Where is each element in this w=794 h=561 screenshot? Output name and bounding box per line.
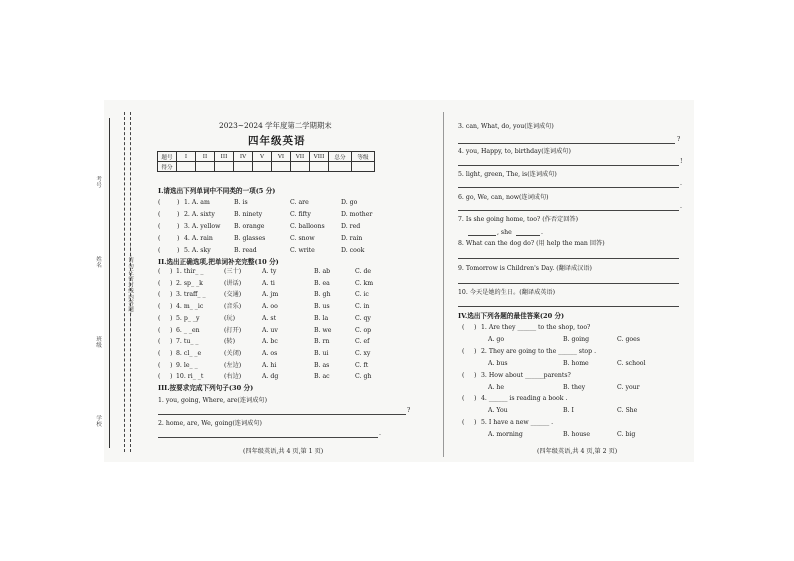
answer-line[interactable] — [458, 187, 679, 188]
seal-dashed-line — [124, 112, 125, 452]
answer-paren-close: ) — [170, 349, 173, 357]
option-b: B. ac — [314, 373, 330, 381]
chinese-hint: (三十) — [224, 268, 242, 275]
option-c: C. school — [617, 359, 646, 367]
chinese-hint: (交通) — [224, 291, 242, 299]
answer-paren-open[interactable]: ( — [158, 303, 161, 311]
option-b: B. they — [563, 383, 586, 391]
option-d: D. red — [341, 223, 361, 230]
option-a: A. go — [488, 336, 505, 343]
option-a: A. ty — [262, 268, 277, 275]
answer-paren-close: ) — [177, 223, 180, 230]
answer-paren-close: ) — [170, 361, 173, 369]
option-b: B. ui — [314, 349, 329, 357]
answer-paren-close: ) — [474, 371, 477, 379]
answer-line[interactable] — [458, 283, 679, 284]
option-a: A. uv — [262, 326, 278, 334]
exam-title: 四年级英语 — [248, 135, 306, 147]
score-row-label: 得分 — [158, 162, 177, 172]
question-2: 2. home, are, We, going(连词成句) — [158, 420, 262, 427]
option-b: B. la — [314, 314, 329, 322]
score-header: VIII — [310, 152, 329, 162]
option-d: D. mother — [341, 211, 373, 218]
option-a: A. hi — [262, 361, 277, 369]
question-7: 7. Is she going home, too? (作否定回答) — [458, 216, 578, 223]
option-c: C. fifty — [290, 211, 311, 218]
score-cell[interactable] — [310, 162, 329, 172]
answer-paren-open[interactable]: ( — [462, 347, 465, 355]
answer-line[interactable] — [458, 143, 675, 144]
answer-paren-open[interactable]: ( — [462, 419, 465, 427]
answer-line[interactable] — [458, 306, 679, 307]
word-item: 3. traff_ _ — [176, 291, 206, 299]
footer-right: (四年级英语,共 4 页,第 2 页) — [537, 448, 618, 455]
option-c: C. balloons — [290, 223, 325, 230]
answer-paren-open[interactable]: ( — [462, 371, 465, 379]
option-b: B. is — [234, 199, 248, 206]
score-cell[interactable] — [329, 162, 352, 172]
answer-paren-open[interactable]: ( — [158, 338, 161, 346]
answer-paren-open[interactable]: ( — [158, 314, 161, 322]
answer-paren-close: ) — [170, 373, 173, 381]
option-d: D. cook — [341, 247, 365, 254]
year-line: 2023~2024 学年度第二学期期末 — [219, 121, 332, 130]
option-a: A. he — [488, 383, 505, 391]
score-header: VI — [272, 152, 291, 162]
option-b: B. house — [563, 431, 591, 439]
page-divider — [443, 112, 444, 457]
option-c: C. your — [617, 383, 640, 391]
word-item: 5. p_ _y — [176, 314, 200, 322]
section2-title: II.选出正确选项,把单词补充完整(10 分) — [158, 258, 279, 266]
score-header: I — [177, 152, 196, 162]
answer-paren-close: ) — [177, 199, 180, 206]
option-b: B. we — [314, 326, 332, 334]
answer-paren-open[interactable]: ( — [158, 268, 161, 275]
answer-paren-open[interactable]: ( — [158, 223, 161, 230]
score-cell[interactable] — [196, 162, 215, 172]
answer-paren-close: ) — [474, 347, 477, 355]
score-cell[interactable] — [177, 162, 196, 172]
answer-paren-open[interactable]: ( — [462, 324, 465, 331]
chinese-hint: (玩) — [224, 314, 236, 322]
score-table — [157, 151, 375, 172]
option-b: B. glasses — [234, 235, 266, 242]
score-cell[interactable] — [215, 162, 234, 172]
option-b: B. ea — [314, 279, 330, 287]
word-item: 9. le_ _ — [176, 361, 198, 369]
answer-paren-close: ) — [170, 279, 173, 287]
period-mark: . — [379, 430, 381, 437]
word-item: 4. m_ _ic — [176, 303, 204, 311]
question-5: 5. light, green, The, is(连词成句) — [458, 171, 557, 178]
option-c: C. in — [355, 303, 370, 311]
option-b: B. home — [563, 359, 589, 367]
option-b: B. ab — [314, 268, 331, 275]
option-c: C. gh — [355, 373, 372, 381]
binding-line — [109, 118, 110, 448]
section4-title: IV.选出下列各题的最佳答案(20 分) — [458, 312, 565, 320]
score-header: VII — [291, 152, 310, 162]
question-3: 3. can, What, do, you(连词成句) — [458, 123, 554, 130]
option-b: B. gh — [314, 291, 331, 299]
option-a: 5. A. sky — [184, 247, 211, 254]
option-a: A. st — [262, 314, 277, 322]
score-cell[interactable] — [234, 162, 253, 172]
seal-warning: —→请勿在密封线内答题←— — [127, 246, 133, 324]
chinese-hint: (关闭) — [224, 349, 242, 357]
option-b: B. going — [563, 336, 590, 343]
option-b: B. as — [314, 361, 330, 369]
answer-line[interactable] — [458, 165, 679, 166]
option-b: B. ninety — [234, 211, 263, 218]
chinese-hint: (右边) — [224, 373, 242, 381]
period-mark: . — [541, 229, 543, 236]
question-stem: 1. Are they ______ to the shop, too? — [481, 324, 591, 331]
option-a: A. jm — [262, 291, 279, 299]
option-c: C. big — [617, 431, 636, 439]
score-header: 等级 — [352, 152, 375, 162]
option-b: B. read — [234, 247, 257, 254]
option-a: A. ti — [262, 279, 275, 287]
score-cell[interactable] — [352, 162, 375, 172]
answer-line[interactable] — [458, 210, 679, 211]
answer-paren-close: ) — [170, 268, 173, 275]
option-a: A. morning — [488, 431, 523, 439]
question-1: 1. you, going, Where, are(连词成句) — [158, 397, 268, 404]
answer-paren-open[interactable]: ( — [158, 235, 161, 242]
option-b: B. I — [563, 407, 574, 415]
chinese-hint: (转) — [224, 338, 236, 346]
answer-paren-open[interactable]: ( — [158, 291, 161, 299]
option-a: 3. A. yellow — [184, 223, 221, 230]
option-b: B. rn — [314, 338, 330, 346]
answer-paren-close: ) — [170, 326, 173, 334]
option-a: A. bus — [488, 359, 508, 367]
option-a: 4. A. rain — [184, 235, 213, 242]
school-label: 学校 — [95, 415, 101, 428]
answer-paren-close: ) — [170, 338, 173, 346]
option-c: C. write — [290, 247, 315, 254]
answer-paren-open[interactable]: ( — [158, 361, 161, 369]
answer-paren-close: ) — [170, 314, 173, 322]
option-c: C. snow — [290, 235, 315, 242]
word-item: 6. _ _en — [176, 326, 200, 334]
option-d: D. rain — [341, 235, 363, 242]
option-c: C. She — [617, 407, 638, 415]
answer-line[interactable] — [158, 437, 378, 438]
footer-left: (四年级英语,共 4 页,第 1 页) — [243, 448, 324, 455]
answer-paren-open[interactable]: ( — [158, 247, 161, 254]
word-item: 8. cl_ _e — [176, 349, 202, 357]
option-a: A. bc — [262, 338, 278, 346]
answer-paren-open[interactable]: ( — [158, 199, 161, 206]
question-6: 6. go, We, can, now(连词成句) — [458, 194, 549, 201]
answer-paren-close: ) — [474, 419, 477, 427]
exclamation-mark: ! — [680, 158, 683, 165]
question-stem: 2. They are going to the ______ stop . — [481, 347, 597, 355]
chinese-hint: (音乐) — [224, 303, 242, 311]
option-c: C. de — [355, 268, 372, 275]
answer-paren-close: ) — [177, 247, 180, 254]
word-item: 2. sp_ _k — [176, 279, 203, 287]
answer-blank[interactable] — [516, 235, 540, 236]
option-a: A. oo — [262, 303, 278, 311]
score-cell[interactable] — [253, 162, 272, 172]
question-stem: 4. ______ is reading a book . — [481, 395, 568, 403]
option-c: C. ft — [355, 361, 369, 369]
question-8: 8. What can the dog do? (用 help the man 回答) — [458, 240, 605, 247]
answer-paren-open[interactable]: ( — [158, 373, 161, 381]
chinese-hint: (左边) — [224, 361, 242, 369]
answer-line[interactable] — [458, 258, 679, 259]
period-mark: . — [680, 203, 682, 210]
score-header: 总分 — [329, 152, 352, 162]
answer-blank[interactable] — [468, 235, 496, 236]
score-cell[interactable] — [291, 162, 310, 172]
option-a: A. dg — [262, 373, 279, 381]
chinese-hint: (讲话) — [224, 279, 242, 287]
word-item: 7. tu_ _ — [176, 338, 199, 346]
answer-paren-close: ) — [177, 235, 180, 242]
answer-paren-open[interactable]: ( — [158, 211, 161, 218]
answer-paren-close: ) — [474, 395, 477, 403]
exam-no-label: 考号 — [95, 176, 101, 189]
option-b: B. orange — [234, 223, 265, 230]
question-stem: 5. I have a new ______ . — [481, 419, 554, 427]
question-mark: ? — [407, 407, 411, 414]
option-c: C. xy — [355, 349, 371, 357]
option-c: C. op — [355, 326, 372, 334]
score-cell[interactable] — [272, 162, 291, 172]
question-9: 9. Tomorrow is Children's Day. (翻译成汉语) — [458, 265, 592, 272]
section1-title: I.请选出下列单词中不同类的一项(5 分) — [158, 187, 276, 195]
answer-paren-open[interactable]: ( — [158, 349, 161, 357]
question-7-mid: , she — [497, 229, 512, 236]
option-c: C. ef — [355, 338, 370, 346]
option-a: 1. A. am — [184, 199, 210, 206]
option-c: C. ic — [355, 291, 369, 299]
answer-paren-open[interactable]: ( — [158, 279, 161, 287]
period-mark: . — [680, 180, 682, 187]
answer-line[interactable] — [158, 414, 406, 415]
option-a: A. You — [488, 407, 508, 415]
section3-title: III.按要求完成下列句子(30 分) — [158, 384, 254, 392]
score-header: III — [215, 152, 234, 162]
answer-paren-close: ) — [170, 291, 173, 299]
score-header: V — [253, 152, 272, 162]
option-d: D. go — [341, 199, 358, 206]
option-c: C. goes — [617, 336, 640, 343]
option-b: B. us — [314, 303, 330, 311]
option-c: C. qy — [355, 314, 371, 322]
question-mark: ? — [677, 136, 681, 143]
word-item: 10. ri_ _t — [176, 373, 204, 381]
question-10: 10. 今天是她的生日。(翻译成英语) — [458, 289, 556, 296]
option-c: C. km — [355, 279, 374, 287]
score-header: 题号 — [158, 152, 177, 162]
class-label: 班级 — [95, 336, 101, 349]
answer-paren-close: ) — [177, 211, 180, 218]
option-c: C. are — [290, 199, 309, 206]
answer-paren-close: ) — [170, 303, 173, 311]
name-label: 姓名 — [95, 256, 101, 269]
word-item: 1. thir_ _ — [176, 268, 204, 275]
answer-paren-open[interactable]: ( — [158, 326, 161, 334]
answer-paren-open[interactable]: ( — [462, 395, 465, 403]
question-4: 4. you, Happy, to, birthday(连词成句) — [458, 148, 571, 155]
question-stem: 3. How about ______parents? — [481, 371, 571, 379]
score-header: IV — [234, 152, 253, 162]
answer-paren-close: ) — [474, 324, 477, 331]
option-a: 2. A. sixty — [184, 211, 215, 218]
option-a: A. os — [262, 349, 278, 357]
chinese-hint: (打开) — [224, 326, 242, 334]
score-header: II — [196, 152, 215, 162]
